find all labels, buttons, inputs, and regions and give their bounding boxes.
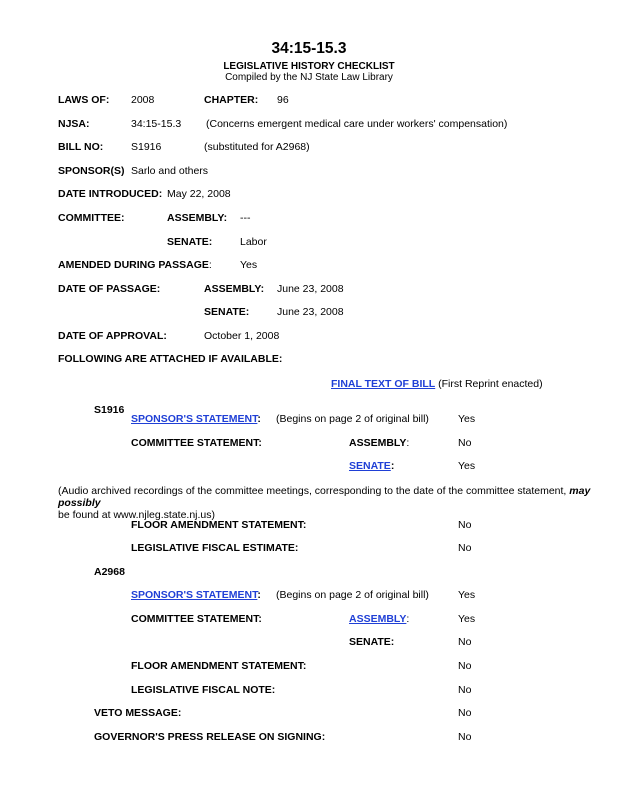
a2968-sponsor-colon: : <box>257 589 261 601</box>
press-release-value: No <box>458 731 472 743</box>
a2968-sponsor-value: Yes <box>458 589 476 601</box>
amended-colon: : <box>208 259 212 271</box>
passage-assembly-label: ASSEMBLY: <box>204 283 265 295</box>
sponsor-value: Sarlo and others <box>131 165 209 177</box>
audio-note-part1: (Audio archived recordings of the committee meetings, corresponding to the date of the committee statement, <box>58 485 570 497</box>
chapter-value: 96 <box>277 94 289 106</box>
a2968-senate-value: No <box>458 636 472 648</box>
s1916-sponsor-value: Yes <box>458 413 476 425</box>
a2968-assembly-row <box>349 614 409 625</box>
press-release-label: GOVERNOR'S PRESS RELEASE ON SIGNING: <box>94 731 326 743</box>
a2968-fiscal-label: LEGISLATIVE FISCAL NOTE: <box>131 684 276 696</box>
compiled-by: Compiled by the NJ State Law Library <box>225 72 393 83</box>
s1916-committee-label: COMMITTEE STATEMENT: <box>131 437 262 449</box>
date-approval-label: DATE OF APPROVAL: <box>58 330 167 342</box>
s1916-fiscal-label: LEGISLATIVE FISCAL ESTIMATE: <box>131 542 299 554</box>
veto-message-label: VETO MESSAGE: <box>94 707 182 719</box>
final-text-link[interactable]: FINAL TEXT OF BILL <box>331 378 436 390</box>
bill-no-label: BILL NO: <box>58 141 104 153</box>
njsa-label: NJSA: <box>58 118 90 130</box>
a2968-sponsor-statement-link[interactable]: SPONSOR'S STATEMENT <box>131 589 258 601</box>
s1916-sponsor-row <box>131 414 261 425</box>
s1916-fiscal-value: No <box>458 542 472 554</box>
s1916-sponsor-colon: : <box>257 413 261 425</box>
bill-no-note: (substituted for A2968) <box>204 141 310 153</box>
bill-no-value: S1916 <box>131 141 162 153</box>
s1916-assembly-value: No <box>458 437 472 449</box>
a2968-sponsor-note: (Begins on page 2 of original bill) <box>276 589 429 601</box>
a2968-floor-label: FLOOR AMENDMENT STATEMENT: <box>131 660 307 672</box>
committee-senate-value: Labor <box>240 236 267 248</box>
a2968-senate-label: SENATE: <box>349 636 395 648</box>
a2968-assembly-colon: : <box>406 613 410 625</box>
audio-archive-note <box>58 485 598 521</box>
s1916-sponsor-note: (Begins on page 2 of original bill) <box>276 413 429 425</box>
a2968-committee-label: COMMITTEE STATEMENT: <box>131 613 262 625</box>
s1916-assembly-label: ASSEMBLY <box>349 437 407 449</box>
committee-assembly-value: --- <box>240 212 251 224</box>
passage-assembly-value: June 23, 2008 <box>277 283 344 295</box>
a2968-floor-value: No <box>458 660 472 672</box>
committee-assembly-label: ASSEMBLY: <box>167 212 228 224</box>
sponsor-label: SPONSOR(S) <box>58 165 125 177</box>
audio-note-part2: be found at www.njleg.state.nj.us) <box>58 509 216 521</box>
s1916-floor-label: FLOOR AMENDMENT STATEMENT: <box>131 519 307 531</box>
amended-value: Yes <box>240 259 258 271</box>
s1916-senate-colon: : <box>390 460 395 472</box>
s1916-senate-link[interactable]: SENATE <box>349 460 391 472</box>
a2968-sponsor-row <box>131 590 261 601</box>
bill-s1916-heading: S1916 <box>94 404 125 416</box>
a2968-assembly-value: Yes <box>458 613 476 625</box>
final-text-row <box>331 379 543 390</box>
s1916-assembly-colon: : <box>406 437 410 449</box>
passage-senate-label: SENATE: <box>204 306 250 318</box>
page-subtitle: LEGISLATIVE HISTORY CHECKLIST <box>223 61 395 72</box>
laws-of-label: LAWS OF: <box>58 94 110 106</box>
date-passage-label: DATE OF PASSAGE: <box>58 283 161 295</box>
veto-message-value: No <box>458 707 472 719</box>
passage-senate-value: June 23, 2008 <box>277 306 344 318</box>
a2968-assembly-link[interactable]: ASSEMBLY <box>349 613 407 625</box>
date-introduced-label: DATE INTRODUCED: <box>58 188 163 200</box>
s1916-assembly-row <box>349 438 409 449</box>
chapter-label: CHAPTER: <box>204 94 259 106</box>
audio-note-emphasis: may possibly <box>58 485 591 509</box>
amended-label: AMENDED DURING PASSAGE <box>58 259 209 271</box>
njsa-value: 34:15-15.3 <box>131 118 182 130</box>
laws-of-value: 2008 <box>131 94 155 106</box>
njsa-description: (Concerns emergent medical care under workers' compensation) <box>206 118 508 130</box>
date-approval-value: October 1, 2008 <box>204 330 280 342</box>
s1916-senate-row <box>349 461 394 472</box>
date-introduced-value: May 22, 2008 <box>167 188 231 200</box>
page-title: 34:15-15.3 <box>271 40 347 57</box>
s1916-sponsor-statement-link[interactable]: SPONSOR'S STATEMENT <box>131 413 258 425</box>
s1916-floor-value: No <box>458 519 472 531</box>
committee-senate-label: SENATE: <box>167 236 213 248</box>
amended-row <box>58 260 212 271</box>
following-attached-label: FOLLOWING ARE ATTACHED IF AVAILABLE: <box>58 353 283 365</box>
s1916-senate-value: Yes <box>458 460 476 472</box>
bill-a2968-heading: A2968 <box>94 566 125 578</box>
a2968-fiscal-value: No <box>458 684 472 696</box>
committee-label: COMMITTEE: <box>58 212 125 224</box>
final-text-note: (First Reprint enacted) <box>438 378 543 390</box>
